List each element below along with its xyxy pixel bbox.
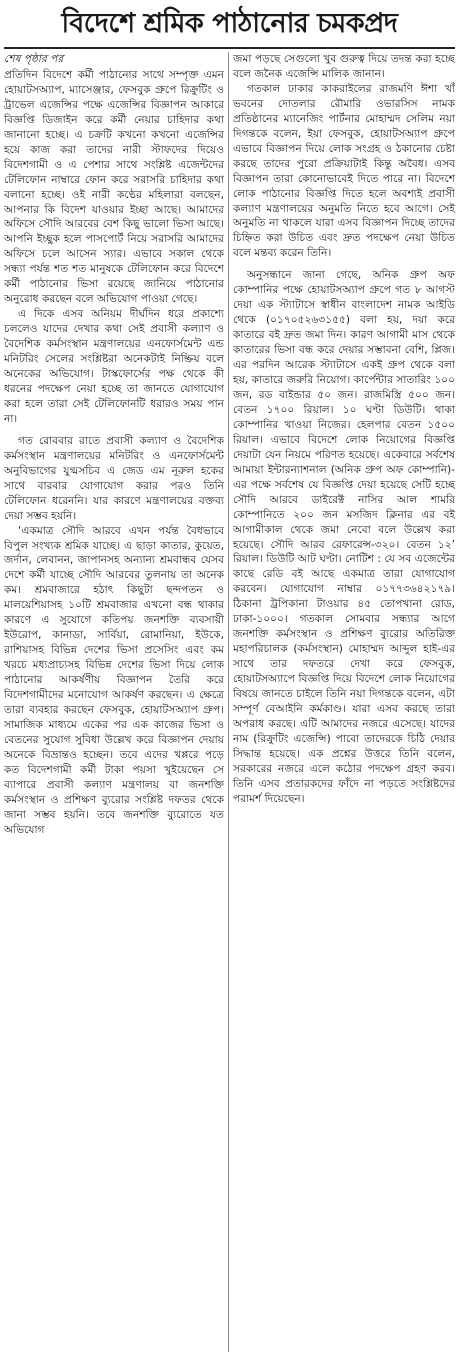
article-paragraph: গত রোববার রাতে প্রবাসী কল্যাণ ও বৈদেশিক কর্মসংস্থান মন্ত্রণালয়ের মনিটরিং ও এনফোর্সমেন্ট অনুবিভাগের যুগ্মসচিব এ জেড এম নূরুল হকের সাথে বারবার যোগাযোগ করার পরও তিনি টেলিফোন ধরেননি। যার কারণে মন্ত্রণালয়ের বক্তব্য দেয়া সম্ভব হয়নি।	[4, 434, 224, 522]
article-paragraph: ‘একমাত্র সৌদি আরবে এখন পর্যন্ত বৈধভাবে বিপুল সংখ্যক শ্রমিক যাচ্ছে। এ ছাড়া কাতার, কুয়েত, জর্দান, লেবানন, জাপানসহ অন্যান্য শ্রমবান্ধব যেসব দেশে কর্মী যাচ্ছে সৌদি আরবের তুলনায় তা অনেক কম। শ্রমবাজারে হঠাৎ কিছুটা ছন্দপতন ও মালয়েশিয়াসহ ১০টি শ্রমবাজার এখনো বন্ধ থাকার কারণে এ সুযোগে কতিপয় জনশক্তি ব্যবসায়ী ইউরোপ, কানাডা, সার্বিয়া, রোমানিয়া, ইউকে, রাশিয়াসহ বিভিন্ন দেশের ভিসা প্রসেসিং এবং কম খরচে মধ্যপ্রাচ্যসহ বিভিন্ন দেশের ভিসা দিয়ে লোক পাঠানোর আকর্ষণীয় বিজ্ঞাপন তৈরি করে বিদেশগামীদের মনোযোগ আকর্ষণ করছেন। এ ক্ষেত্রে তারা ব্যবহার করছেন ফেসবুক, হোয়াটসঅ্যাপ গ্রুপ। সামাজিক মাধ্যমে একের পর এক কাজের ভিসা ও বেতনের সুযোগ সুবিধা উল্লেখ করে বিজ্ঞাপন দেয়ায় অনেকে বিভ্রান্তও হচ্ছেন। তবে এদের খপ্পরে পড়ে কত বিদেশগামী কর্মী টাকা পয়সা খুইয়েছেন সে ব্যাপারে প্রবাসী কল্যাণ মন্ত্রণালয় বা জনশক্তি কর্মসংস্থান ও প্রশিক্ষণ ব্যুরোর সংশ্লিষ্ট দফতর থেকে জানা সম্ভব হয়নি। তবে জনশক্তি ব্যুরোতে যত অভিযোগ	[4, 524, 224, 836]
byline: শেষ পৃষ্ঠার পর	[4, 53, 64, 65]
headline: বিদেশে শ্রমিক পাঠানোর চমকপ্রদ	[61, 8, 398, 39]
article-paragraph: প্রতিদিন বিদেশে কর্মী পাঠানোর সাথে সম্পৃক্ত এমন হোয়াটসঅ্যাপ, ম্যাসেঞ্জার, ফেসবুক গ্রুপে রিক্রুটিং ও ট্রাভেল এজেন্সির পক্ষে এজেন্সির বিজ্ঞাপন আকারে বিজ্ঞপ্তি ডিজাইন করে কর্মী নেয়ার চাহিদার কথা জানানো হচ্ছে। এ চক্রটি কখনো কখনো এজেন্সির হয়ে কাজ করা তাদের নারী স্টাফদের দিয়েও বিদেশগামী ও এ পেশার সাথে সংশ্লিষ্ট এজেন্টদের টেলিফোন নাম্বারে ফোন করে সরাসরি চাহিদার কথা বলানো হচ্ছে। ওই নারী কণ্ঠের মহিলারা বলছেন, আপনার কি বিদেশ যাওয়ার ইচ্ছা আছে। আমাদের অফিসে সৌদি আরবের বেশ কিছু ভালো ভিসা আছে। আপনি ইচ্ছুক হলে পাসপোর্ট নিয়ে সরাসরি আমাদের অফিসে চলে আসেন স্যার। এভাবে সকাল থেকে সন্ধ্যা পর্যন্ত শত শত মানুষকে টেলিফোন করে বিদেশে কর্মী পাঠানোর ভিসা রয়েছে জানিয়ে পাঠানোর অনুরোধ করছেন বলে অভিযোগ পাওয়া গেছে।	[4, 68, 224, 306]
article-paragraph: এ দিকে এসব অনিয়ম দীর্ঘদিন ধরে প্রকাশ্যে চললেও যাদের দেখার কথা সেই প্রবাসী কল্যাণ ও বৈদেশিক কর্মসংস্থান মন্ত্রণালয়ের এনফোর্সমেন্ট এন্ড মনিটরিং সেলের সংশ্লিষ্টরা অনেকটাই নিষ্ক্রিয় বলে অনেকের অভিযোগ। টাস্কফোর্সের পক্ষ থেকে কী ধরনের পদক্ষেপ নেয়া হচ্ছে তা জানতে যোগাযোগ করা হলে তারা সেই টেলিফোনটি ধরারও সময় পান না।	[4, 308, 224, 425]
article-column-left	[4, 52, 224, 1352]
article-paragraph: জমা পড়ছে সেগুলো খুব গুরুত্ব দিয়ে তদন্ত করা হচ্ছে বলে জনৈক এজেন্সি মালিক জানান।	[233, 53, 455, 80]
article-paragraph: গতকাল ঢাকার কাকরাইলের রাজমণি ঈশা খাঁ ভবনের দোতলার রৌমারি ওভারসিস নামক প্রতিষ্ঠানের ম্যানেজিং পার্টনার মোহাম্মদ সেলিম নয়া দিগন্তকে বলেন, ইয়া ফেসবুক, হোয়াটসঅ্যাপ গ্রুপে এভাবে বিজ্ঞাপন দিয়ে লোক সংগ্রহ ও ঠকানোর চেষ্টা করছে তাদের পুরো প্রক্রিয়াটাই কিন্তু অবৈধ। এসব বিজ্ঞাপন তারা কোনোভাবেই দিতে পারে না। বিদেশে লোক পাঠানোর বিজ্ঞপ্তি দিতে হলে অবশ্যই প্রবাসী কল্যাণ মন্ত্রণালয়ের অনুমতি নিতে হবে আগে। সেই অনুমতি না থাকলে যারা এসব বিজ্ঞাপন দিচ্ছে তাদের চিহ্নিত করা উচিত এবং দ্রুত পদক্ষেপ নেয়া উচিত বলে মন্তব্য করেন তিনি।	[233, 82, 455, 260]
article-column-right	[233, 52, 455, 1352]
headline-rule	[4, 47, 455, 49]
article-paragraph: অনুসন্ধানে জানা গেছে, অনিক গ্রুপ অফ কোম্পানির পক্ষে হোয়াটসঅ্যাপ গ্রুপে গত ৮ আগস্ট দেয়া এক স্ট্যাটাসে স্বাধীন বাংলাদেশ নামক আইডি থেকে (০১৭০৫২৬৩১৫৫) বলা হয়, দয়া করে কাতারে বই দ্রুত জমা দিন। কারণ আগামী মাস থেকে কাতারের ভিসা বন্ধ করে দেয়ার সম্ভাবনা বেশি, প্লিজ। এর পরদিন আরেক স্ট্যাটাসে একই গ্রুপ থেকে বলা হয়, কাতারে জরুরি নিয়োগ। কার্পেন্টার সাতারিং ১০০ জন, রড বাইন্ডার ৫০ জন। রাজমিস্ত্রি ৫০০ জন। বেতন ১৭০০ রিয়াল। ১০ ঘণ্টা ডিউটি। থাকা কোম্পানির খাওয়া নিজের। হেলপার বেতন ১৫০০ রিয়াল। এভাবে বিদেশে লোক নিয়োগের বিজ্ঞপ্তি দেয়াটা যেন নিয়মে পরিণত হয়েছে। একেবারে সর্বশেষ আমায়া ইন্টারন্যাশনাল (অনিক গ্রুপ অফ কোম্পানি)-এর পক্ষে সর্বশেষ যে বিজ্ঞপ্তি দেয়া হয়েছে সেটি হচ্ছে সৌদি আরবে ডাইরেক্ট নাসির আল শামরি কোম্পানিতে ২০০ জন মসজিদ ক্লিনার এর বই আগামীকাল থেকে জমা নেবো বলে উল্লেখ করা হয়েছে। সৌদি আরব রেফারেন্স-৩২০। বেতন ১২’ রিয়াল। ডিউটি আট ঘণ্টা। নোটিশ : যে সব এজেন্টের কাছে রেডি বই আছে একমাত্র তারা যোগাযোগ করবেন। যোগাযোগ নাম্বার ০১৭৭৩৬৪২১৭৯। ঠিকানা ট্রপিকানা টাওয়ার ৪৫ তোপখানা রোড, ঢাকা-১০০০। গতকাল সোমবার সন্ধ্যার আগে জনশক্তি কর্মসংস্থান ও প্রশিক্ষণ ব্যুরোর অতিরিক্ত মহাপরিচালক (কর্মসংস্থান) মোহাম্মদ আব্দুল হাই-এর সাথে তার দফতরে দেখা করে ফেসবুক, হোয়াটসঅ্যাপে বিজ্ঞপ্তি দিয়ে বিদেশে লোক নিয়োগের বিষয়ে জানতে চাইলে তিনি নয়া দিগন্তকে বলেন, এটা সম্পূর্ণ বেআইনি কর্মকাণ্ড। যারা এসব করছে তারা অপরাধ করছে। এটি আমাদের নজরে এসেছে। যাদের নাম (রিক্রুটিং এজেন্সি) পাবো তাদেরকে চিঠি দেয়ার সিদ্ধান্ত হয়েছে। এক প্রশ্নের উত্তরে তিনি বলেন, সরকারের নজরে এলে কঠোর পদক্ষেপ গ্রহণ করব। তিনি এসব প্রতারকদের ফাঁদে না পড়তে সংশ্লিষ্টদের পরামর্শ দিয়েছেন।	[233, 269, 455, 805]
column-divider	[228, 52, 229, 1352]
